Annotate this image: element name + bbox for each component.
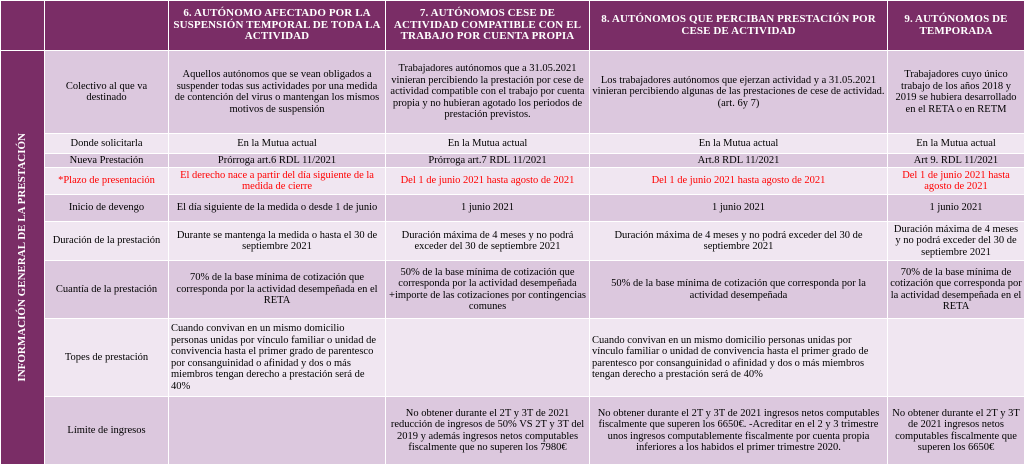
- row-label: Duración de la prestación: [45, 222, 169, 261]
- side-header: [1, 51, 45, 465]
- header-label-column: [45, 1, 169, 51]
- row-nueva: [1, 154, 1024, 168]
- row-label: *Plazo de presentación: [45, 168, 169, 195]
- cell: 50% de la base mínima de cotización que corresponda por la actividad desempeñada: [590, 261, 888, 319]
- header-row: [1, 1, 1024, 51]
- cell: Durante se mantenga la medida o hasta el 30 de septiembre 2021: [169, 222, 386, 261]
- cell: El derecho nace a partir del día siguiente de la medida de cierre: [169, 168, 386, 195]
- cell: Art.8 RDL 11/2021: [590, 154, 888, 168]
- cell: En la Mutua actual: [590, 134, 888, 154]
- row-label: Colectivo al que va destinado: [45, 51, 169, 134]
- cell: Prórroga art.6 RDL 11/2021: [169, 154, 386, 168]
- row-label: Topes de prestación: [45, 319, 169, 397]
- header-col-6: 6. AUTÓNOMO AFECTADO POR LA SUSPENSIÓN TEMPORAL DE TODA LA ACTIVIDAD: [169, 1, 386, 51]
- row-label: Límite de ingresos: [45, 397, 169, 465]
- cell: 70% de la base mínima de cotización que corresponda por la actividad desempeñada en el RETA: [169, 261, 386, 319]
- cell: Aquellos autónomos que se vean obligados a suspender todas sus actividades por una medida de contención del virus o mantengan los mismos motivos de suspensión: [169, 51, 386, 134]
- cell: En la Mutua actual: [386, 134, 590, 154]
- cell: 1 junio 2021: [386, 195, 590, 222]
- cell: [169, 397, 386, 465]
- cell: No obtener durante el 2T y 3T de 2021 reducción de ingresos de 50% VS 2T y 3T del 2019 y además ingresos netos computables fiscalmente que no superen los 7980€: [386, 397, 590, 465]
- cell: No obtener durante el 2T y 3T de 2021 ingresos netos computables fiscalmente que superen los 6650€: [888, 397, 1024, 465]
- cell: Trabajadores autónomos que a 31.05.2021 vinieran percibiendo la prestación por cese de actividad compatible con el trabajo por cuenta propia y no hubieran agotado los periodos de prestación previstos.: [386, 51, 590, 134]
- cell: Del 1 de junio 2021 hasta agosto de 2021: [386, 168, 590, 195]
- cell: 50% de la base mínima de cotización que corresponda por la actividad desempeñada +importe de las cotizaciones por contingencias comunes: [386, 261, 590, 319]
- side-label: INFORMACIÓN GENERAL DE LA PRESTACIÓN: [17, 133, 29, 382]
- row-donde: [1, 134, 1024, 154]
- cell: Cuando convivan en un mismo domicilio personas unidas por vínculo familiar o unidad de convivencia hasta el primer grado de parentesco por consanguinidad o afinidad y dos o más miembros tengan derecho a prestación será de 40%: [169, 319, 386, 397]
- row-label: Inicio de devengo: [45, 195, 169, 222]
- row-inicio: [1, 195, 1024, 222]
- row-colectivo: [1, 51, 1024, 134]
- cell: [888, 319, 1024, 397]
- row-label: Donde solicitarla: [45, 134, 169, 154]
- cell: Del 1 de junio 2021 hasta agosto de 2021: [888, 168, 1024, 195]
- row-duracion: [1, 222, 1024, 261]
- row-limite: [1, 397, 1024, 465]
- header-col-8: 8. AUTÓNOMOS QUE PERCIBAN PRESTACIÓN POR CESE DE ACTIVIDAD: [590, 1, 888, 51]
- row-plazo: [1, 168, 1024, 195]
- cell: Trabajadores cuyo único trabajo de los años 2018 y 2019 se hubiera desarrollado en el RETA o en RETM: [888, 51, 1024, 134]
- cell: Duración máxima de 4 meses y no podrá exceder del 30 de septiembre 2021: [888, 222, 1024, 261]
- cell: Los trabajadores autónomos que ejerzan actividad y a 31.05.2021 vinieran percibiendo algunas de las prestaciones de cese de actividad. (art. 6y 7): [590, 51, 888, 134]
- cell: Del 1 de junio 2021 hasta agosto de 2021: [590, 168, 888, 195]
- cell: [386, 319, 590, 397]
- header-corner: [1, 1, 45, 51]
- cell: 1 junio 2021: [590, 195, 888, 222]
- cell: 1 junio 2021: [888, 195, 1024, 222]
- cell: Duración máxima de 4 meses y no podrá exceder del 30 de septiembre 2021: [386, 222, 590, 261]
- cell: En la Mutua actual: [169, 134, 386, 154]
- cell: El día siguiente de la medida o desde 1 de junio: [169, 195, 386, 222]
- cell: Art 9. RDL 11/2021: [888, 154, 1024, 168]
- row-cuantia: [1, 261, 1024, 319]
- row-label: Cuantía de la prestación: [45, 261, 169, 319]
- row-label: Nueva Prestación: [45, 154, 169, 168]
- cell: En la Mutua actual: [888, 134, 1024, 154]
- cell: No obtener durante el 2T y 3T de 2021 ingresos netos computables fiscalmente que superen los 6650€. -Acreditar en el 2 y 3 trimestre unos ingresos computablemente fiscalmente por cuenta propia inferiores a los habidos el primer trimestre 2020.: [590, 397, 888, 465]
- cell: Duración máxima de 4 meses y no podrá exceder del 30 de septiembre 2021: [590, 222, 888, 261]
- row-topes: [1, 319, 1024, 397]
- cell: Cuando convivan en un mismo domicilio personas unidas por vínculo familiar o unidad de convivencia hasta el primer grado de parentesco por consanguinidad o afinidad y dos o más miembros tengan derecho a prestación será de 40%: [590, 319, 888, 397]
- header-col-7: 7. AUTÓNOMOS CESE DE ACTIVIDAD COMPATIBLE CON EL TRABAJO POR CUENTA PROPIA: [386, 1, 590, 51]
- cell: 70% de la base mínima de cotización que corresponda por la actividad desempeñada en el RETA: [888, 261, 1024, 319]
- header-col-9: 9. AUTÓNOMOS DE TEMPORADA: [888, 1, 1024, 51]
- cell: Prórroga art.7 RDL 11/2021: [386, 154, 590, 168]
